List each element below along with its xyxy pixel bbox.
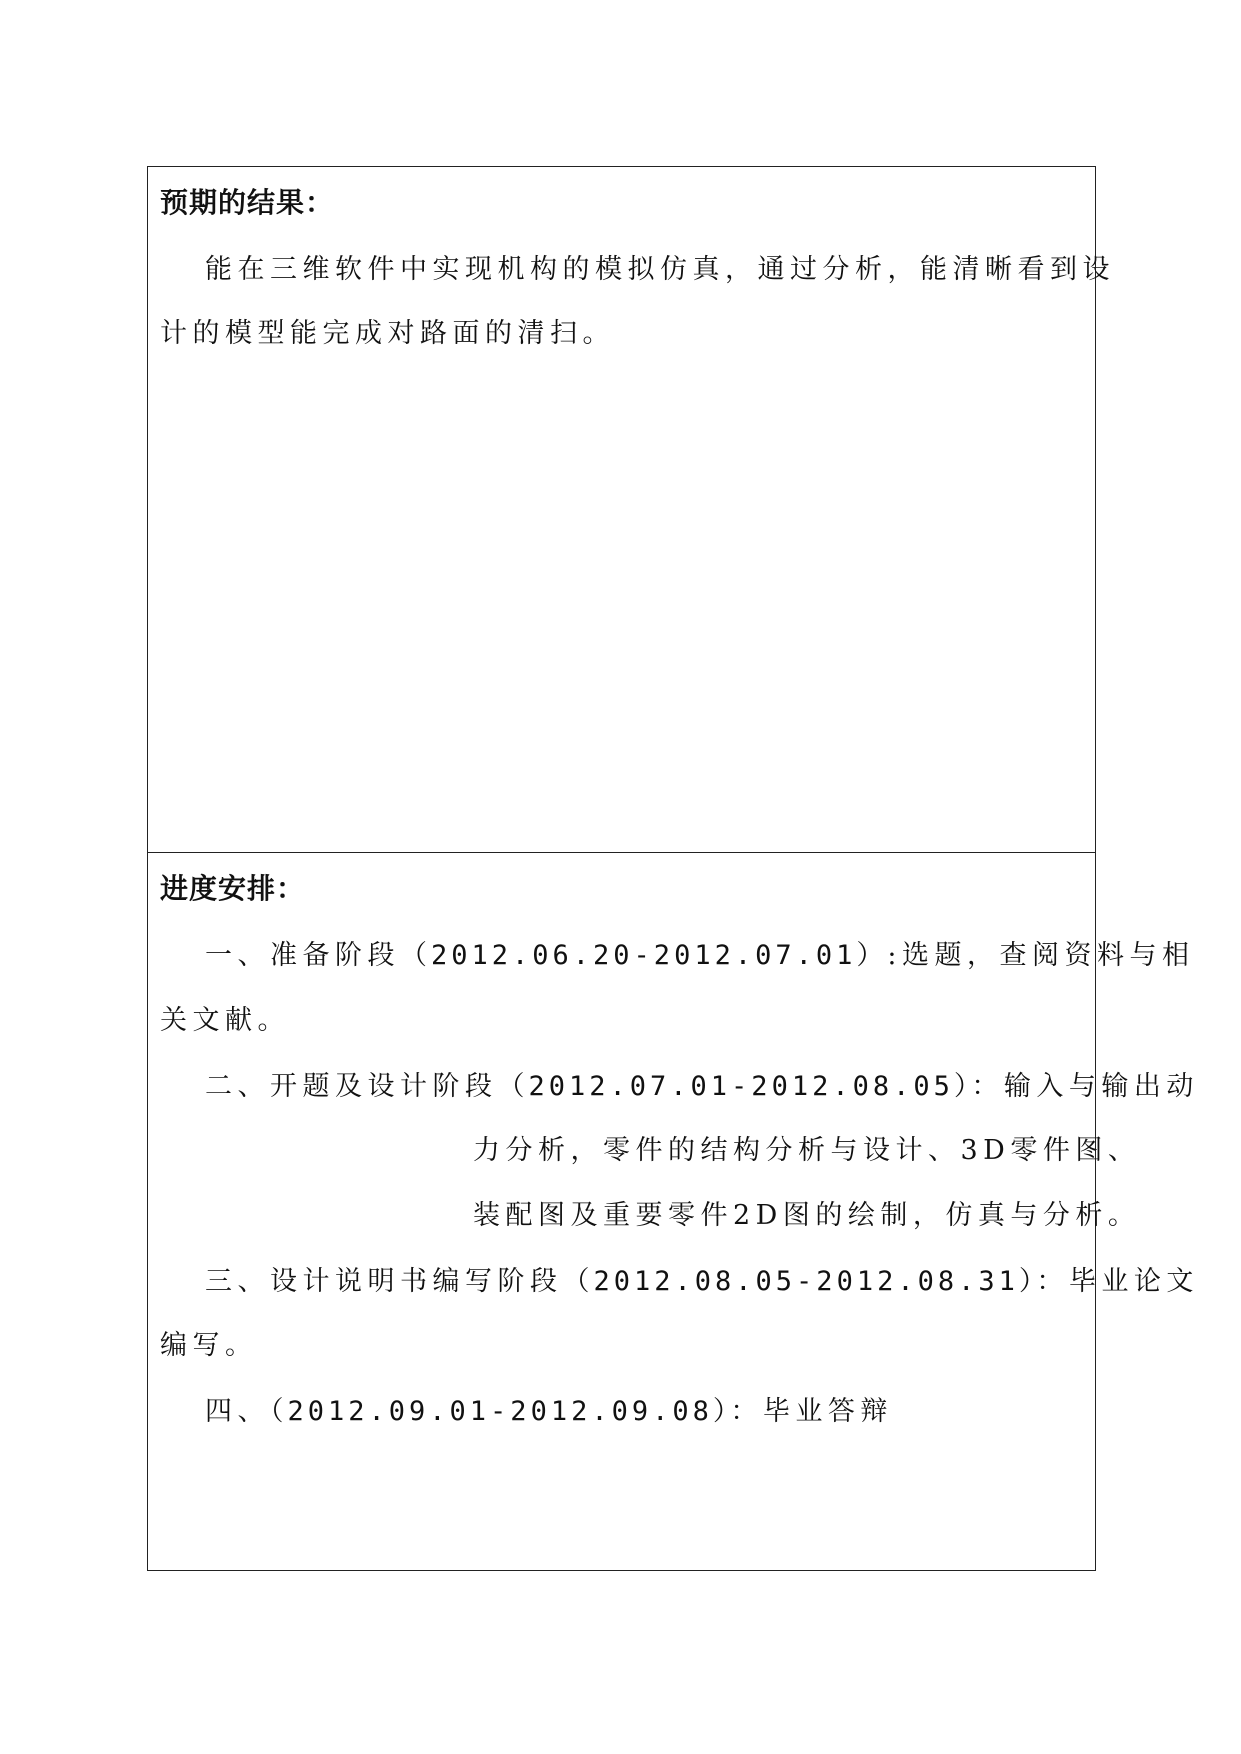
expected-results-line-2: 计的模型能完成对路面的清扫。 (160, 318, 615, 349)
schedule-item-2-desc-1: ：输入与输出动 (971, 1071, 1199, 1102)
schedule-item-1-desc-2: 关文献。 (160, 1005, 290, 1036)
proposal-form-table (147, 166, 1199, 1571)
schedule-heading: 进度安排： (160, 872, 306, 905)
schedule-item-1-line-1 (205, 933, 1194, 972)
schedule-item-2-line-1 (205, 1064, 1199, 1103)
schedule-item-1-number: 一、 (205, 940, 270, 971)
schedule-item-2-number: 二、 (205, 1071, 270, 1102)
schedule-item-4-number: 四、 (205, 1396, 270, 1427)
schedule-item-1-name: 准备阶段 (270, 940, 400, 971)
expected-results-section (148, 167, 1115, 853)
schedule-item-3-desc-2: 编写。 (160, 1330, 258, 1361)
schedule-item-4-period: （2012.09.01-2012.09.08） (270, 1396, 731, 1427)
expected-results-line-1: 能在三维软件中实现机构的模拟仿真，通过分析，能清晰看到设 (205, 254, 1115, 285)
schedule-item-3-period: （2012.08.05-2012.08.31） (562, 1266, 1037, 1297)
schedule-item-3-number: 三、 (205, 1266, 270, 1297)
schedule-item-4-line-1 (205, 1389, 893, 1428)
schedule-item-2-period: （2012.07.01-2012.08.05） (497, 1071, 972, 1102)
schedule-item-4-desc-1: ：毕业答辩 (730, 1396, 893, 1427)
schedule-item-2-desc-2: 力分析，零件的结构分析与设计、3D零件图、 (473, 1135, 1141, 1166)
schedule-item-3-desc-1: ：毕业论文 (1036, 1266, 1199, 1297)
schedule-item-1-desc-1: :选题，查阅资料与相 (887, 940, 1195, 971)
schedule-item-2-desc-3: 装配图及重要零件2D图的绘制，仿真与分析。 (473, 1200, 1141, 1231)
schedule-item-1-period: （2012.06.20-2012.07.01） (400, 940, 888, 971)
schedule-item-3-line-1 (205, 1259, 1199, 1298)
schedule-section (148, 853, 1199, 1570)
schedule-item-3-name: 设计说明书编写阶段 (270, 1266, 563, 1297)
schedule-item-2-name: 开题及设计阶段 (270, 1071, 498, 1102)
expected-results-heading: 预期的结果： (160, 186, 335, 219)
